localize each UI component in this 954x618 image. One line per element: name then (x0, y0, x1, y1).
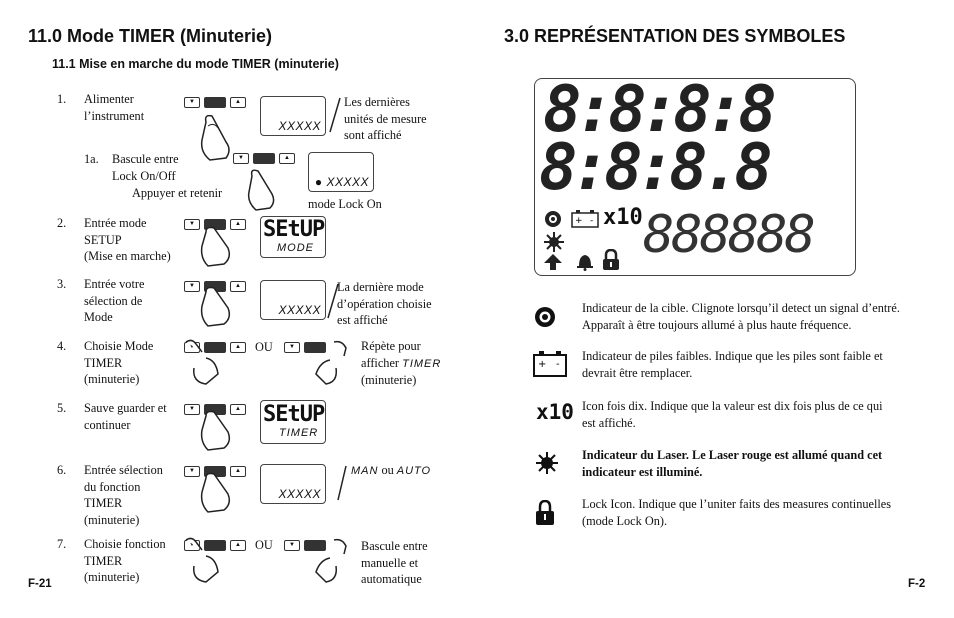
lcd-alphanumeric: 888888 (643, 205, 813, 265)
pressing-finger-icon (196, 286, 242, 330)
lcd-symbol-panel (534, 73, 856, 276)
lcd-value: XXXXX (278, 303, 321, 317)
up-button-icon: ▲ (279, 153, 295, 164)
pressing-finger-icon (296, 536, 356, 586)
lcd-display (260, 280, 326, 320)
x10-icon: x10 (603, 205, 643, 230)
step-text: Entrée votre sélection de Mode (84, 277, 145, 324)
svg-text:+: + (575, 216, 583, 226)
svg-text:+: + (538, 359, 547, 370)
laser-icon (543, 231, 565, 253)
laser-icon (535, 451, 559, 475)
step-text: Choisie fonction TIMER (minuterie) (84, 537, 166, 584)
step-number: 3. (57, 277, 67, 291)
step-text: Sauve guarder et continuer (84, 401, 167, 432)
down-button-icon: ▼ (233, 153, 249, 164)
symbol-description: Indicateur du Laser. Le Laser rouge est allumé quand cet indicateur est illuminé. (582, 448, 883, 479)
up-button-icon: ▲ (230, 219, 246, 230)
pressing-finger-icon (180, 338, 246, 388)
symbol-description: Lock Icon. Indique que l’uniter faits des measures continuelles (mode Lock On). (582, 497, 892, 528)
lcd-setup: SEtUP (263, 402, 325, 427)
pressing-finger-icon (196, 472, 242, 516)
down-button-icon: ▼ (184, 219, 200, 230)
lcd-display (260, 400, 326, 444)
pressing-finger-icon (244, 168, 288, 212)
page-number-right: F-2 (908, 578, 926, 590)
page-number-left: F-21 (28, 578, 52, 590)
step-text: Choisie Mode TIMER (minuterie) (84, 339, 154, 386)
step-note: MAN ou AUTO (351, 463, 432, 477)
step-note: Bascule entre manuelle et automatique (361, 539, 428, 586)
down-button-icon: ▼ (184, 540, 200, 551)
svg-text:-: - (556, 359, 560, 370)
hold-instruction: Appuyer et retenir (132, 186, 223, 200)
lcd-mode: MODE (277, 242, 314, 254)
step-number: 4. (57, 339, 67, 353)
up-button-icon: ▲ (230, 466, 246, 477)
lcd-value: XXXXX (278, 487, 321, 501)
step-note: Les dernières unités de mesure sont affiché (344, 95, 427, 142)
symbol-description: Indicateur de la cible. Clignote lorsqu’il detect un signal d’entré. Apparaît à être toujours allumé à plus haute fréquence. (582, 301, 900, 332)
step-note: Répète pour afficher TIMER (minuterie) (361, 339, 442, 387)
symbol-description: Icon fois dix. Indique que la valeur est dix fois plus de ce qui est affiché. (582, 399, 883, 430)
lcd-display (308, 152, 374, 192)
lcd-timer: TIMER (279, 427, 319, 439)
pressing-finger-icon (296, 338, 356, 388)
down-button-icon: ▼ (184, 342, 200, 353)
bell-icon (575, 251, 595, 271)
or-label: OU (255, 340, 273, 354)
down-button-icon: ▼ (184, 281, 200, 292)
button-row (233, 153, 299, 164)
step-text: Alimenter l’instrument (84, 92, 145, 123)
up-button-icon: ▲ (230, 281, 246, 292)
lcd-value: ● XXXXX (314, 175, 369, 189)
down-button-icon: ▼ (184, 466, 200, 477)
lock-icon (535, 500, 555, 526)
step-number: 6. (57, 463, 67, 477)
step-number: 1a. (84, 152, 99, 166)
step-number: 5. (57, 401, 67, 415)
arrow-up-icon (543, 253, 563, 271)
svg-text:-: - (590, 216, 594, 226)
pressing-finger-icon (180, 536, 246, 586)
step-text: Entrée mode SETUP (Mise en marche) (84, 216, 171, 263)
button-row (184, 97, 250, 108)
up-button-icon: ▲ (230, 342, 246, 353)
power-button-icon (204, 97, 226, 108)
lcd-display (260, 464, 326, 504)
lcd-digits-row-2: 8:8:8.8 (539, 131, 767, 205)
step-text: Bascule entre Lock On/Off (112, 152, 179, 183)
x10-icon: x10 (536, 400, 574, 424)
up-button-icon: ▲ (230, 540, 246, 551)
down-button-icon: ▼ (184, 97, 200, 108)
callout-line (336, 464, 350, 504)
battery-icon (533, 351, 567, 377)
down-button-icon: ▼ (284, 342, 300, 353)
lcd-display (260, 96, 326, 136)
lock-icon (601, 249, 621, 271)
step-number: 7. (57, 537, 67, 551)
target-icon (543, 209, 563, 229)
lcd-value: XXXXX (278, 119, 321, 133)
lcd-setup: SEtUP (263, 217, 325, 242)
left-page-title: 11.0 Mode TIMER (Minuterie) (28, 26, 273, 46)
step-number: 1. (57, 92, 67, 106)
section-subtitle: 11.1 Mise en marche du mode TIMER (minuterie) (52, 57, 339, 71)
or-label: OU (255, 538, 273, 552)
callout-line (328, 96, 342, 136)
down-button-icon: ▼ (184, 404, 200, 415)
step-note: mode Lock On (308, 197, 382, 211)
step-note: La dernière mode d’opération choisie est affiché (337, 280, 432, 327)
pressing-finger-icon (196, 410, 242, 454)
step-text: Entrée sélection du fonction TIMER (minuterie) (84, 463, 163, 527)
lcd-display (260, 216, 326, 258)
right-page-title: 3.0 REPRÉSENTATION DES SYMBOLES (504, 26, 846, 46)
down-button-icon: ▼ (284, 540, 300, 551)
up-button-icon: ▲ (230, 97, 246, 108)
step-number: 2. (57, 216, 67, 230)
power-button-icon (253, 153, 275, 164)
symbol-description: Indicateur de piles faibles. Indique que les piles sont faible et devrait être remplacer. (582, 349, 883, 380)
pressing-finger-icon (196, 226, 242, 270)
battery-icon (571, 210, 599, 228)
lcd-digits-row-1: 8:8:8:8 (543, 73, 771, 147)
target-icon (534, 306, 556, 328)
up-button-icon: ▲ (230, 404, 246, 415)
